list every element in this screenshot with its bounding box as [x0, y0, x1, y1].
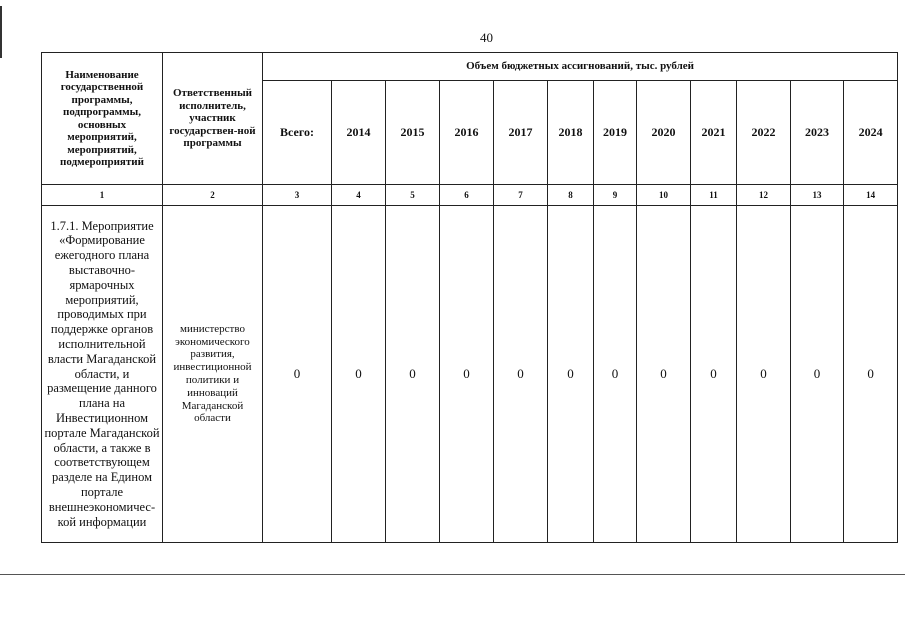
column-number-row — [42, 185, 898, 206]
year-value-cell: 0 — [637, 206, 691, 543]
column-number: 12 — [737, 185, 791, 206]
header-year: 2015 — [386, 81, 440, 185]
header-year: 2018 — [548, 81, 594, 185]
header-year: 2014 — [332, 81, 386, 185]
year-value-cell: 0 — [737, 206, 791, 543]
column-number: 1 — [42, 185, 163, 206]
header-budget-allocations: Объем бюджетных ассигнований, тыс. рублей — [263, 53, 898, 81]
header-year: 2020 — [637, 81, 691, 185]
page-number: 40 — [480, 30, 493, 45]
header-year: 2019 — [594, 81, 637, 185]
header-year: 2016 — [440, 81, 494, 185]
header-year: 2022 — [737, 81, 791, 185]
column-number: 4 — [332, 185, 386, 206]
header-year: 2023 — [791, 81, 844, 185]
year-value-cell: 0 — [548, 206, 594, 543]
year-value-cell: 0 — [594, 206, 637, 543]
year-value-cell: 0 — [494, 206, 548, 543]
executor-cell: министерство экономического развития, инвестиционной политики и инноваций Магаданской области — [163, 206, 263, 543]
budget-table — [41, 52, 898, 543]
activity-name-cell: 1.7.1. Мероприятие «Формирование ежегодного плана выставочно-ярмарочных мероприятий, проводимых при поддержке органов исполнительной власти Магаданской области, и размещение данного плана на Инвестиционном портале Магаданской области, а также в соответствующем разделе на Едином портале внешнеэкономичес-кой информации — [42, 206, 163, 543]
header-total: Всего: — [263, 81, 332, 185]
bottom-divider — [0, 574, 905, 575]
margin-rule — [0, 6, 2, 58]
column-number: 10 — [637, 185, 691, 206]
header-year: 2017 — [494, 81, 548, 185]
column-number: 11 — [691, 185, 737, 206]
column-number: 13 — [791, 185, 844, 206]
year-value-cell: 0 — [791, 206, 844, 543]
column-number: 3 — [263, 185, 332, 206]
year-value-cell: 0 — [691, 206, 737, 543]
header-responsible: Ответственный исполнитель, участник государствен-ной программы — [163, 53, 263, 185]
column-number: 8 — [548, 185, 594, 206]
total-value-cell: 0 — [263, 206, 332, 543]
column-number: 2 — [163, 185, 263, 206]
table-row — [42, 206, 898, 543]
year-value-cell: 0 — [386, 206, 440, 543]
header-row-top — [42, 53, 898, 81]
header-year: 2024 — [844, 81, 898, 185]
column-number: 14 — [844, 185, 898, 206]
header-year: 2021 — [691, 81, 737, 185]
year-value-cell: 0 — [844, 206, 898, 543]
year-value-cell: 0 — [332, 206, 386, 543]
header-program-name: Наименование государственной программы, подпрограммы, основных мероприятий, мероприятий, подмероприятий — [42, 53, 163, 185]
column-number: 9 — [594, 185, 637, 206]
column-number: 5 — [386, 185, 440, 206]
column-number: 6 — [440, 185, 494, 206]
year-value-cell: 0 — [440, 206, 494, 543]
column-number: 7 — [494, 185, 548, 206]
